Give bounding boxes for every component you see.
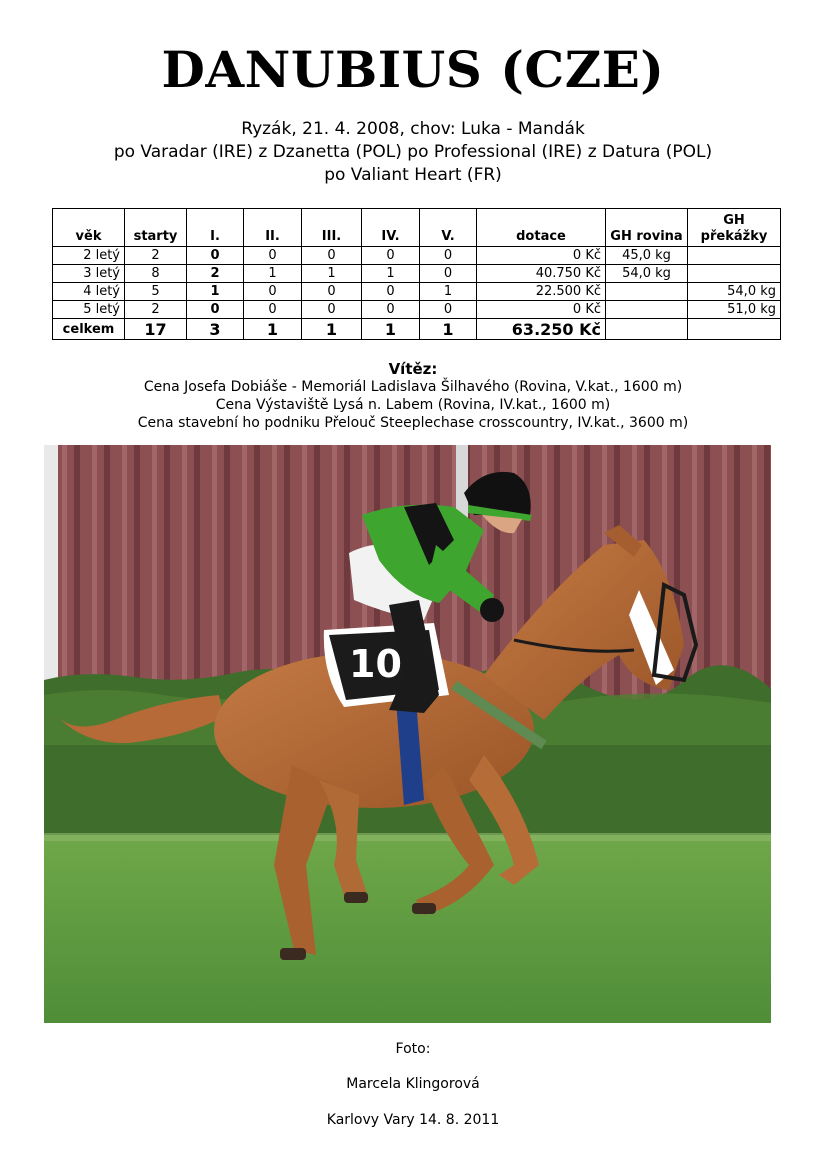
total-third: 1 bbox=[302, 319, 362, 340]
cell-fourth: 0 bbox=[362, 283, 420, 301]
cell-fifth: 0 bbox=[420, 301, 477, 319]
cell-first: 2 bbox=[187, 265, 244, 283]
cell-third: 0 bbox=[302, 247, 362, 265]
total-fourth: 1 bbox=[362, 319, 420, 340]
table-row bbox=[53, 301, 781, 319]
cell-first: 0 bbox=[187, 247, 244, 265]
winner-race: Cena Josefa Dobiáše - Memoriál Ladislava Šilhavého (Rovina, V.kat., 1600 m) bbox=[143, 379, 683, 395]
horse-photo-illustration bbox=[44, 445, 771, 1023]
total-prize: 63.250 Kč bbox=[477, 319, 606, 340]
cell-age: 3 letý bbox=[53, 265, 125, 283]
pedigree-line: po Valiant Heart (FR) bbox=[324, 165, 502, 185]
header-fifth: V. bbox=[420, 209, 477, 247]
cell-first: 0 bbox=[187, 301, 244, 319]
header-prize: dotace bbox=[477, 209, 606, 247]
table-row bbox=[53, 247, 781, 265]
cell-prize: 22.500 Kč bbox=[477, 283, 606, 301]
cell-prize: 0 Kč bbox=[477, 301, 606, 319]
place-date: Karlovy Vary 14. 8. 2011 bbox=[326, 1112, 500, 1128]
total-gh-jump bbox=[688, 319, 781, 340]
winner-race: Cena stavební ho podniku Přelouč Steeplechase crosscountry, IV.kat., 3600 m) bbox=[137, 415, 689, 431]
header-starts: starty bbox=[125, 209, 187, 247]
horse-photo bbox=[44, 445, 771, 1023]
cell-starts: 5 bbox=[125, 283, 187, 301]
cell-fourth: 0 bbox=[362, 247, 420, 265]
cell-starts: 2 bbox=[125, 247, 187, 265]
header-first: I. bbox=[187, 209, 244, 247]
table-header-row bbox=[53, 209, 781, 247]
cell-gh-jump bbox=[688, 265, 781, 283]
cell-third: 1 bbox=[302, 265, 362, 283]
total-second: 1 bbox=[244, 319, 302, 340]
total-first: 3 bbox=[187, 319, 244, 340]
cell-gh-flat bbox=[606, 283, 688, 301]
cell-gh-flat: 45,0 kg bbox=[606, 247, 688, 265]
header-fourth: IV. bbox=[362, 209, 420, 247]
winner-race: Cena Výstaviště Lysá n. Labem (Rovina, IV.kat., 1600 m) bbox=[215, 397, 611, 413]
cell-fourth: 0 bbox=[362, 301, 420, 319]
cell-prize: 40.750 Kč bbox=[477, 265, 606, 283]
total-fifth: 1 bbox=[420, 319, 477, 340]
table-total-row bbox=[53, 319, 781, 340]
cell-prize: 0 Kč bbox=[477, 247, 606, 265]
cell-age: 2 letý bbox=[53, 247, 125, 265]
cell-gh-flat: 54,0 kg bbox=[606, 265, 688, 283]
page-title: DANUBIUS (CZE) bbox=[161, 40, 665, 99]
pedigree-line: Ryzák, 21. 4. 2008, chov: Luka - Mandák bbox=[241, 119, 585, 139]
race-stats-table bbox=[52, 208, 781, 340]
header-gh-jump: GH překážky bbox=[688, 209, 781, 247]
cell-age: 5 letý bbox=[53, 301, 125, 319]
cell-age: 4 letý bbox=[53, 283, 125, 301]
cell-gh-jump: 51,0 kg bbox=[688, 301, 781, 319]
cell-first: 1 bbox=[187, 283, 244, 301]
photographer-name: Marcela Klingorová bbox=[346, 1076, 480, 1092]
cell-fifth: 1 bbox=[420, 283, 477, 301]
cell-third: 0 bbox=[302, 301, 362, 319]
cell-fifth: 0 bbox=[420, 265, 477, 283]
cell-third: 0 bbox=[302, 283, 362, 301]
saddle-number: 10 bbox=[349, 642, 402, 686]
header-second: II. bbox=[244, 209, 302, 247]
header-gh-flat: GH rovina bbox=[606, 209, 688, 247]
cell-starts: 2 bbox=[125, 301, 187, 319]
pedigree-line: po Varadar (IRE) z Dzanetta (POL) po Professional (IRE) z Datura (POL) bbox=[113, 142, 713, 162]
total-gh-flat bbox=[606, 319, 688, 340]
table-row bbox=[53, 283, 781, 301]
total-label: celkem bbox=[53, 319, 125, 340]
winner-title: Vítěz: bbox=[388, 360, 438, 378]
photo-credit-label: Foto: bbox=[395, 1041, 431, 1057]
cell-second: 0 bbox=[244, 283, 302, 301]
total-starts: 17 bbox=[125, 319, 187, 340]
cell-gh-flat bbox=[606, 301, 688, 319]
cell-starts: 8 bbox=[125, 265, 187, 283]
table-row bbox=[53, 265, 781, 283]
cell-gh-jump: 54,0 kg bbox=[688, 283, 781, 301]
cell-second: 0 bbox=[244, 301, 302, 319]
pedigree-info bbox=[0, 118, 826, 187]
cell-gh-jump bbox=[688, 247, 781, 265]
cell-fourth: 1 bbox=[362, 265, 420, 283]
cell-second: 1 bbox=[244, 265, 302, 283]
cell-fifth: 0 bbox=[420, 247, 477, 265]
header-third: III. bbox=[302, 209, 362, 247]
cell-second: 0 bbox=[244, 247, 302, 265]
header-age: věk bbox=[53, 209, 125, 247]
winner-section bbox=[0, 360, 826, 432]
